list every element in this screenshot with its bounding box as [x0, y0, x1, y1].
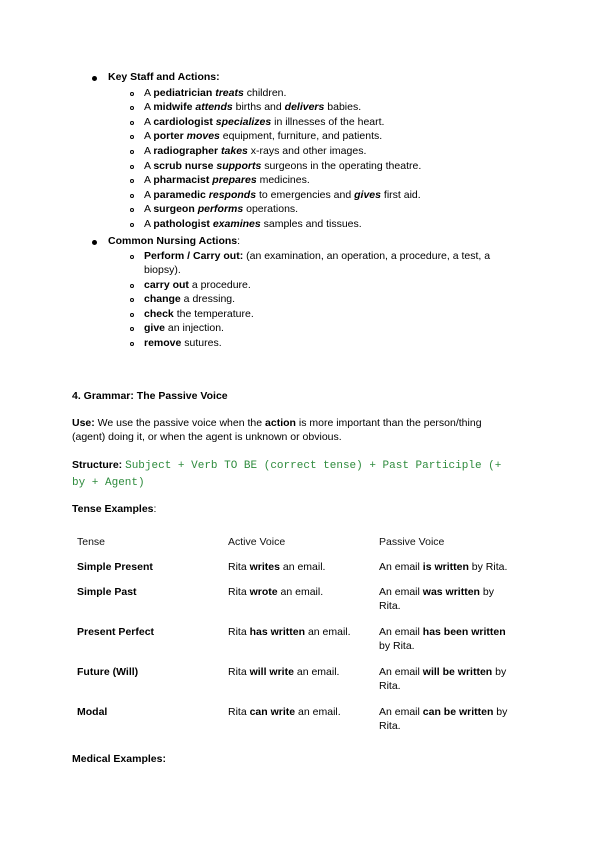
- nursing-heading: Common Nursing Actions:: [108, 235, 241, 247]
- bullet-icon: [92, 240, 97, 245]
- perform-item-line2: biopsy).: [144, 264, 181, 276]
- structure-line2: by + Agent): [72, 477, 145, 489]
- nursing-item: check the temperature.: [144, 308, 254, 320]
- circle-bullet-icon: [130, 106, 134, 110]
- circle-bullet-icon: [130, 284, 134, 288]
- circle-bullet-icon: [130, 342, 134, 346]
- table-cell-active: Rita will write an email.: [228, 666, 340, 678]
- circle-bullet-icon: [130, 92, 134, 96]
- table-cell-tense: Present Perfect: [77, 626, 155, 638]
- use-paragraph: Use: We use the passive voice when the action is more important than the person/thing: [72, 417, 482, 429]
- table-cell-passive: An email is written by Rita.: [379, 561, 508, 573]
- table-cell-passive-line2: Rita.: [379, 600, 401, 612]
- staff-item: A pathologist examines samples and tissues.: [144, 218, 362, 230]
- circle-bullet-icon: [130, 135, 134, 139]
- staff-item: A pediatrician treats children.: [144, 87, 287, 99]
- staff-item: A porter moves equipment, furniture, and patients.: [144, 130, 383, 142]
- circle-bullet-icon: [130, 121, 134, 125]
- staff-item: A radiographer takes x-rays and other images.: [144, 145, 367, 157]
- tense-examples-label: Tense Examples:: [72, 503, 157, 515]
- circle-bullet-icon: [130, 179, 134, 183]
- table-cell-passive-line2: Rita.: [379, 720, 401, 732]
- circle-bullet-icon: [130, 313, 134, 317]
- table-header-active: Active Voice: [228, 536, 286, 548]
- table-header-passive: Passive Voice: [379, 536, 445, 548]
- circle-bullet-icon: [130, 255, 134, 259]
- table-cell-passive-line2: by Rita.: [379, 640, 415, 652]
- staff-item: A midwife attends births and delivers babies.: [144, 101, 362, 113]
- nursing-item: change a dressing.: [144, 293, 236, 305]
- table-cell-tense: Simple Past: [77, 586, 137, 598]
- table-cell-passive: An email can be written by: [379, 706, 508, 718]
- table-cell-active: Rita writes an email.: [228, 561, 326, 573]
- staff-item: A surgeon performs operations.: [144, 203, 299, 215]
- table-cell-passive: An email was written by: [379, 586, 494, 598]
- structure-line: Structure: Subject + Verb TO BE (correct tense) + Past Participle (+: [72, 459, 502, 472]
- table-cell-passive: An email has been written: [379, 626, 506, 638]
- circle-bullet-icon: [130, 208, 134, 212]
- table-cell-tense: Modal: [77, 706, 108, 718]
- key-staff-heading: Key Staff and Actions:: [108, 71, 220, 83]
- nursing-item: carry out a procedure.: [144, 279, 251, 291]
- grammar-title: 4. Grammar: The Passive Voice: [72, 390, 228, 402]
- table-cell-active: Rita has written an email.: [228, 626, 351, 638]
- table-cell-passive-line2: Rita.: [379, 680, 401, 692]
- circle-bullet-icon: [130, 150, 134, 154]
- nursing-item: give an injection.: [144, 322, 224, 334]
- circle-bullet-icon: [130, 194, 134, 198]
- table-cell-active: Rita wrote an email.: [228, 586, 324, 598]
- circle-bullet-icon: [130, 298, 134, 302]
- staff-item: A paramedic responds to emergencies and gives first aid.: [144, 189, 421, 201]
- table-header-tense: Tense: [77, 536, 106, 548]
- circle-bullet-icon: [130, 223, 134, 227]
- perform-item: Perform / Carry out: (an examination, an operation, a procedure, a test, a: [144, 250, 491, 262]
- staff-item: A cardiologist specializes in illnesses of the heart.: [144, 116, 385, 128]
- staff-item: A scrub nurse supports surgeons in the operating theatre.: [144, 160, 422, 172]
- staff-item: A pharmacist prepares medicines.: [144, 174, 310, 186]
- table-cell-tense: Future (Will): [77, 666, 139, 678]
- nursing-item: remove sutures.: [144, 337, 222, 349]
- circle-bullet-icon: [130, 165, 134, 169]
- table-cell-passive: An email will be written by: [379, 666, 507, 678]
- bullet-icon: [92, 76, 97, 81]
- table-cell-tense: Simple Present: [77, 561, 153, 573]
- medical-examples-label: Medical Examples:: [72, 753, 166, 765]
- table-cell-active: Rita can write an email.: [228, 706, 341, 718]
- circle-bullet-icon: [130, 327, 134, 331]
- use-paragraph-line2: (agent) doing it, or when the agent is unknown or obvious.: [72, 431, 342, 443]
